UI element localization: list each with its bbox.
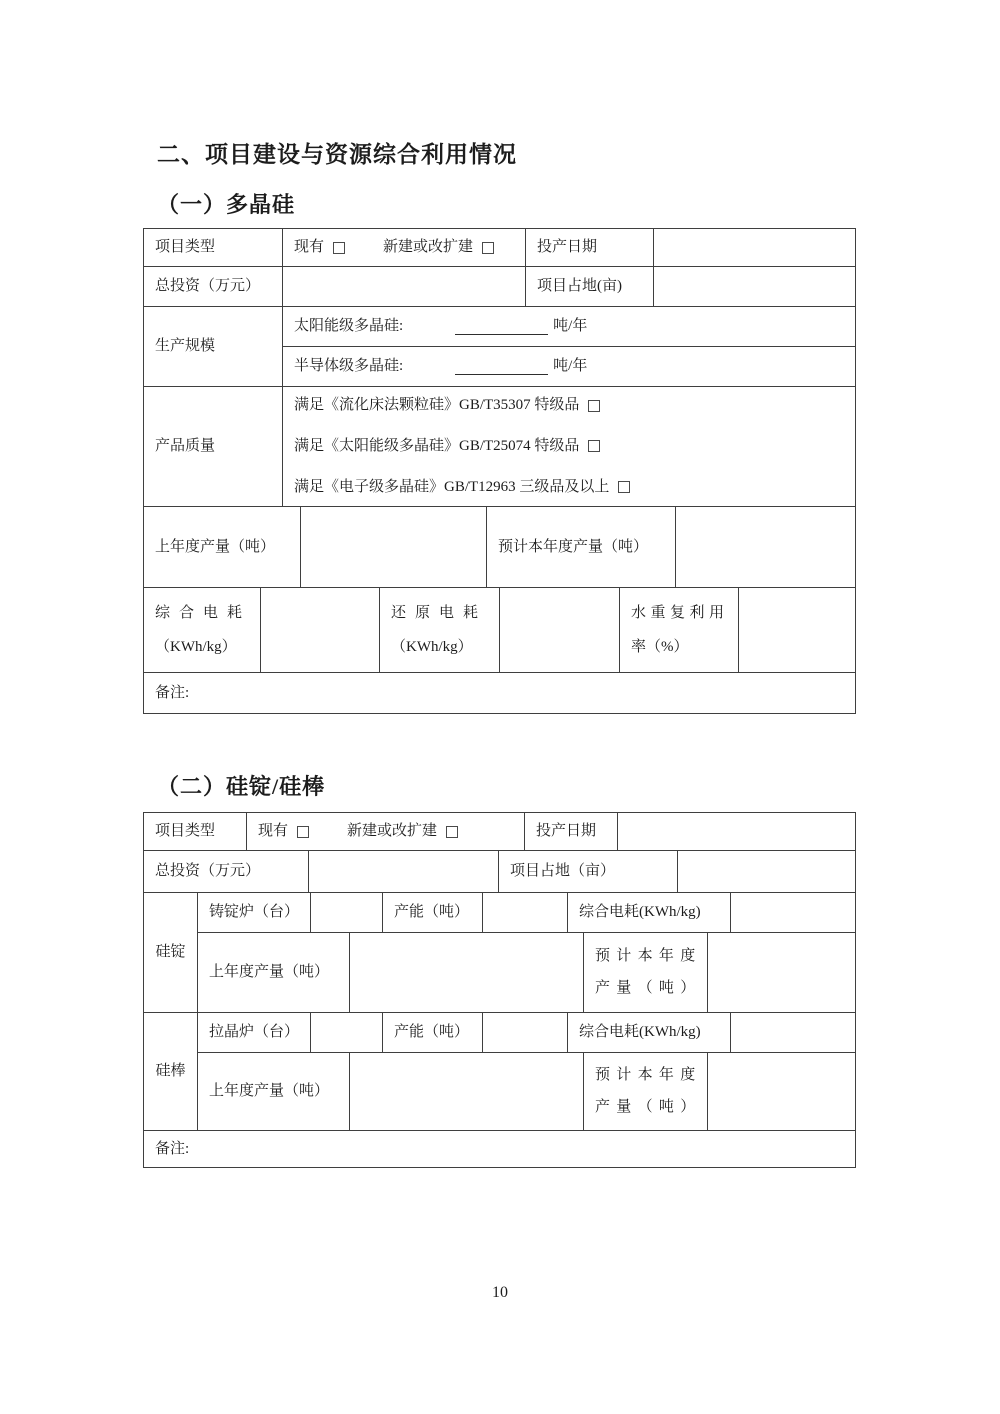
fill-in-blank bbox=[455, 358, 548, 375]
rod-subrows bbox=[198, 1013, 855, 1130]
option-existing-label: 现有 bbox=[294, 239, 325, 256]
capacity-label: 产能（吨） bbox=[394, 903, 470, 920]
expected-output-line1: 预计本年度 bbox=[595, 947, 702, 964]
semiconductor-grade-unit: 吨/年 bbox=[553, 357, 588, 374]
solar-grade-label: 太阳能级多晶硅: bbox=[294, 317, 404, 334]
comprehensive-power-label: 综合电耗(KWh/kg) bbox=[579, 1023, 701, 1040]
quality-line bbox=[294, 437, 600, 456]
casting-furnace-label: 铸锭炉（台） bbox=[209, 903, 300, 920]
comprehensive-power-label: 综合电耗(KWh/kg) bbox=[579, 903, 701, 920]
land-area-label-cell bbox=[499, 851, 678, 892]
production-scale-subrows bbox=[283, 307, 855, 386]
comprehensive-power-label-cell bbox=[568, 1013, 731, 1052]
polysilicon-table bbox=[143, 228, 856, 714]
water-reuse-label-cell bbox=[620, 588, 739, 672]
project-type-label: 项目类型 bbox=[155, 823, 216, 840]
expected-output-line1: 预计本年度 bbox=[595, 1066, 702, 1083]
quality-line-text: 满足《电子级多晶硅》GB/T12963 三级品及以上 bbox=[294, 478, 610, 495]
last-year-output-label: 上年度产量（吨） bbox=[209, 963, 330, 980]
capacity-value-cell bbox=[483, 893, 568, 932]
production-date-label: 投产日期 bbox=[537, 239, 598, 256]
expected-output-label-cell bbox=[584, 933, 708, 1012]
pulling-furnace-label-cell bbox=[198, 1013, 311, 1052]
last-year-output-label-cell bbox=[198, 1053, 350, 1130]
remark-label: 备注: bbox=[155, 1140, 190, 1157]
production-scale-label-cell bbox=[144, 307, 283, 386]
reduction-power-line1: 还原电耗 bbox=[391, 604, 488, 621]
production-date-value-cell bbox=[654, 229, 855, 266]
remark-label: 备注: bbox=[155, 684, 190, 701]
ingot-subrows bbox=[198, 893, 855, 1012]
expected-output-label-cell bbox=[584, 1053, 708, 1130]
expected-output-line2: 产量（吨） bbox=[595, 980, 702, 997]
table-row bbox=[144, 813, 855, 851]
semiconductor-grade-row bbox=[283, 347, 855, 387]
remark-row bbox=[144, 673, 855, 713]
last-year-output-label-cell bbox=[144, 507, 301, 587]
casting-furnace-value-cell bbox=[311, 893, 383, 932]
checkbox-icon bbox=[588, 400, 600, 412]
expected-output-value-cell bbox=[708, 933, 855, 1012]
remark-cell bbox=[144, 1131, 855, 1167]
production-date-label-cell bbox=[525, 813, 618, 850]
total-investment-label-cell bbox=[144, 851, 309, 892]
casting-furnace-label-cell bbox=[198, 893, 311, 932]
capacity-label-cell bbox=[383, 893, 483, 932]
checkbox-icon bbox=[333, 242, 345, 254]
land-area-label-cell bbox=[526, 267, 654, 306]
semiconductor-grade-label: 半导体级多晶硅: bbox=[294, 357, 404, 374]
last-year-output-value-cell bbox=[350, 933, 584, 1012]
total-investment-label: 总投资（万元） bbox=[155, 278, 261, 295]
quality-line bbox=[294, 396, 600, 415]
output-row bbox=[144, 507, 855, 588]
expected-output-value-cell bbox=[676, 507, 855, 587]
reduction-power-label-cell bbox=[380, 588, 500, 672]
water-reuse-value-cell bbox=[739, 588, 855, 672]
reduction-power-line2: （KWh/kg） bbox=[391, 638, 473, 655]
land-area-value-cell bbox=[654, 267, 855, 306]
product-quality-label: 产品质量 bbox=[155, 438, 216, 455]
capacity-value-cell bbox=[483, 1013, 568, 1052]
ingot-output-row bbox=[198, 933, 855, 1012]
rod-output-row bbox=[198, 1053, 855, 1130]
pulling-furnace-value-cell bbox=[311, 1013, 383, 1052]
quality-line bbox=[294, 478, 630, 497]
last-year-output-value-cell bbox=[350, 1053, 584, 1130]
water-reuse-line1: 水重复利用 bbox=[631, 604, 729, 621]
comprehensive-power-value-cell bbox=[731, 893, 855, 932]
fill-in-blank bbox=[455, 318, 548, 335]
land-area-label: 项目占地(亩) bbox=[537, 278, 622, 295]
table-row bbox=[144, 851, 855, 893]
semiconductor-grade-cell bbox=[283, 347, 855, 387]
comprehensive-power-line1: 综合电耗 bbox=[155, 604, 252, 621]
total-investment-label: 总投资（万元） bbox=[155, 863, 261, 880]
ingot-group-row bbox=[144, 893, 855, 1013]
production-date-label: 投产日期 bbox=[536, 823, 597, 840]
remark-cell bbox=[144, 673, 855, 713]
project-type-options-cell bbox=[283, 229, 526, 266]
ingot-row-label: 硅锭 bbox=[155, 944, 186, 961]
checkbox-icon bbox=[482, 242, 494, 254]
total-investment-label-cell bbox=[144, 267, 283, 306]
production-date-label-cell bbox=[526, 229, 654, 266]
rod-row-label-cell bbox=[144, 1013, 198, 1130]
expected-output-line2: 产量（吨） bbox=[595, 1099, 702, 1116]
last-year-output-value-cell bbox=[301, 507, 487, 587]
rod-furnace-row bbox=[198, 1013, 855, 1053]
ingot-furnace-row bbox=[198, 893, 855, 933]
product-quality-lines-cell bbox=[283, 387, 855, 506]
production-scale-label: 生产规模 bbox=[155, 338, 216, 355]
pulling-furnace-label: 拉晶炉（台） bbox=[209, 1023, 300, 1040]
land-area-label: 项目占地（亩） bbox=[510, 863, 616, 880]
checkbox-icon bbox=[618, 481, 630, 493]
quality-line-text: 满足《太阳能级多晶硅》GB/T25074 特级品 bbox=[294, 438, 580, 455]
project-type-label-cell bbox=[144, 813, 247, 850]
capacity-label-cell bbox=[383, 1013, 483, 1052]
checkbox-icon bbox=[588, 440, 600, 452]
expected-output-value-cell bbox=[708, 1053, 855, 1130]
project-type-label: 项目类型 bbox=[155, 239, 216, 256]
ingot-row-label-cell bbox=[144, 893, 198, 1012]
comprehensive-power-label-cell bbox=[568, 893, 731, 932]
option-new-label: 新建或改扩建 bbox=[383, 239, 474, 256]
rod-row-label: 硅棒 bbox=[155, 1063, 186, 1080]
solar-grade-row bbox=[283, 307, 855, 347]
production-date-value-cell bbox=[618, 813, 855, 850]
option-existing-label: 现有 bbox=[258, 823, 289, 840]
section2-title: （二）硅锭/硅棒 bbox=[157, 774, 326, 799]
total-investment-value-cell bbox=[309, 851, 499, 892]
table-row bbox=[144, 229, 855, 267]
project-type-options-cell bbox=[247, 813, 525, 850]
quality-line-text: 满足《流化床法颗粒硅》GB/T35307 特级品 bbox=[294, 397, 580, 414]
product-quality-row bbox=[144, 387, 855, 507]
solar-grade-cell bbox=[283, 307, 855, 346]
table-row bbox=[144, 267, 855, 307]
water-reuse-line2: 率（%） bbox=[631, 638, 689, 655]
comprehensive-power-line2: （KWh/kg） bbox=[155, 638, 237, 655]
option-new-label: 新建或改扩建 bbox=[347, 823, 438, 840]
project-type-label-cell bbox=[144, 229, 283, 266]
last-year-output-label: 上年度产量（吨） bbox=[209, 1082, 330, 1099]
last-year-output-label-cell bbox=[198, 933, 350, 1012]
power-consumption-row bbox=[144, 588, 855, 673]
checkbox-icon bbox=[297, 826, 309, 838]
product-quality-label-cell bbox=[144, 387, 283, 506]
total-investment-value-cell bbox=[283, 267, 526, 306]
capacity-label: 产能（吨） bbox=[394, 1023, 470, 1040]
comprehensive-power-value-cell bbox=[261, 588, 380, 672]
page-title: 二、项目建设与资源综合利用情况 bbox=[157, 141, 517, 167]
comprehensive-power-value-cell bbox=[731, 1013, 855, 1052]
checkbox-icon bbox=[446, 826, 458, 838]
section1-title: （一）多晶硅 bbox=[157, 192, 296, 217]
production-scale-row bbox=[144, 307, 855, 387]
expected-output-label-cell bbox=[487, 507, 676, 587]
page-number: 10 bbox=[492, 1284, 508, 1301]
land-area-value-cell bbox=[678, 851, 855, 892]
comprehensive-power-label-cell bbox=[144, 588, 261, 672]
remark-row bbox=[144, 1131, 855, 1167]
last-year-output-label: 上年度产量（吨） bbox=[155, 538, 276, 555]
expected-output-label: 预计本年度产量（吨） bbox=[498, 538, 649, 555]
ingot-rod-table bbox=[143, 812, 856, 1168]
solar-grade-unit: 吨/年 bbox=[553, 317, 588, 334]
rod-group-row bbox=[144, 1013, 855, 1131]
reduction-power-value-cell bbox=[500, 588, 620, 672]
